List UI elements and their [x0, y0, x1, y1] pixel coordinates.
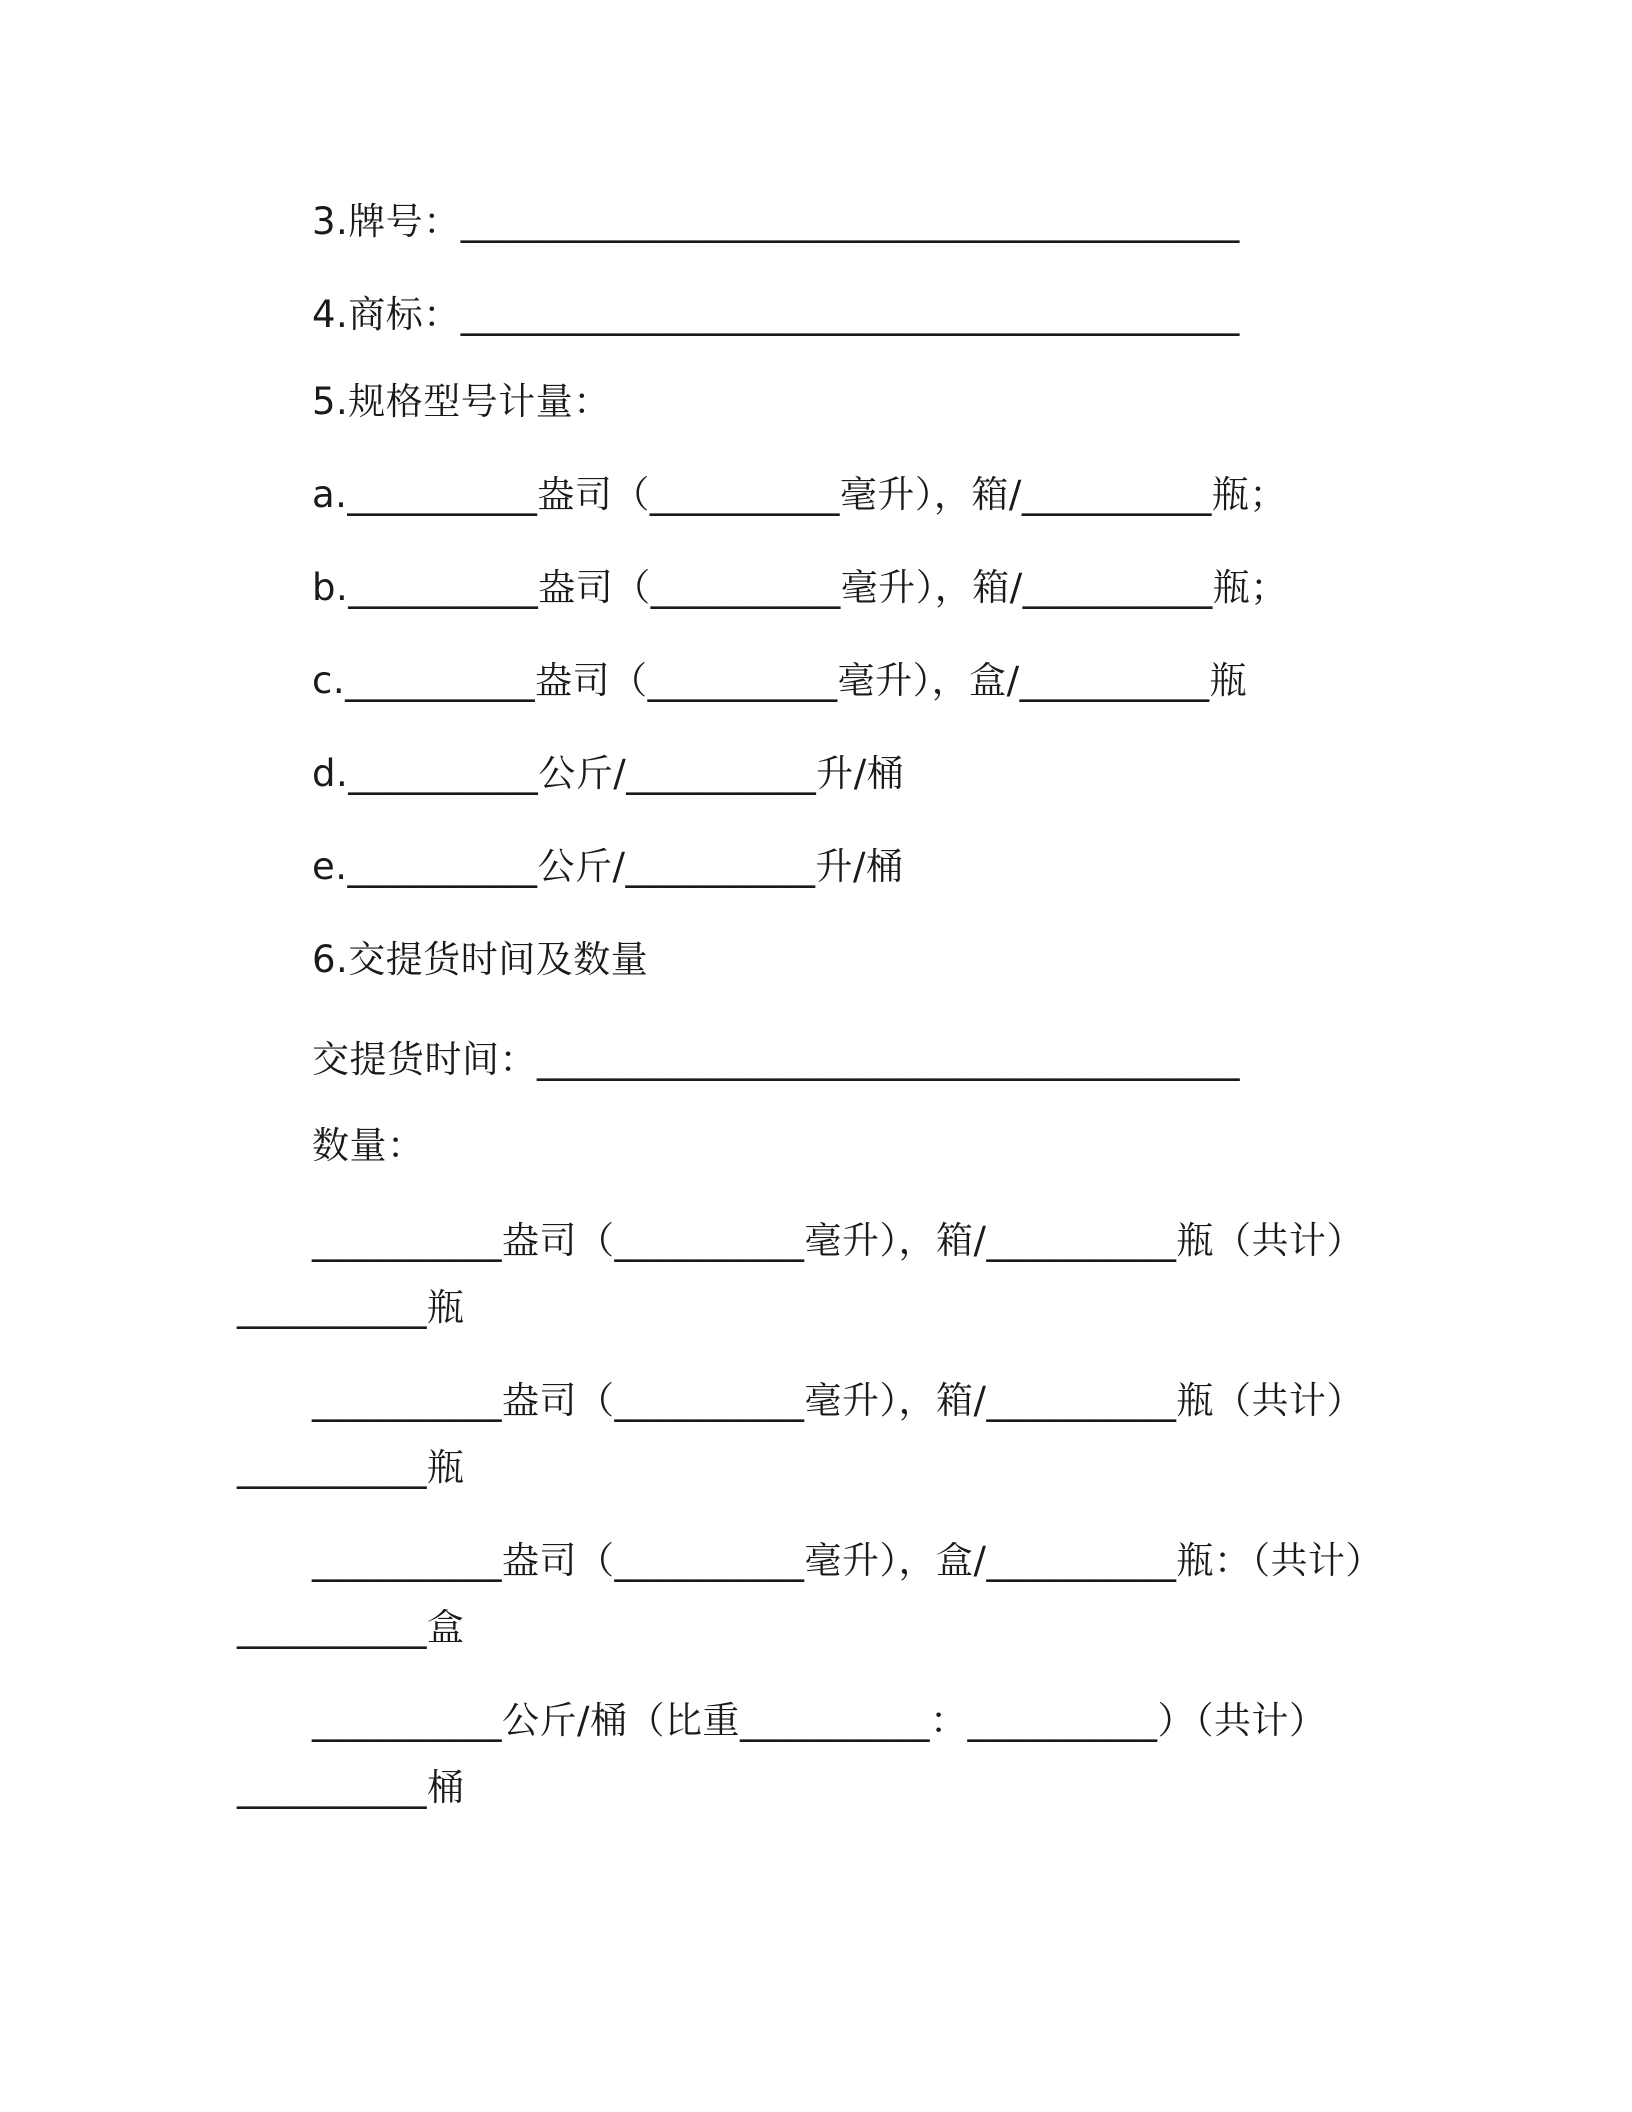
- trademark-line: 4.商标：_________________________________________: [312, 293, 1240, 336]
- quantity-item-2: __________盎司（__________毫升），箱/__________瓶（共计）: [312, 1379, 1364, 1422]
- quantity-item-3: __________盎司（__________毫升），盒/__________瓶：（共计）: [312, 1539, 1383, 1582]
- spec-item-a: a.__________盎司（__________毫升），箱/__________瓶；: [312, 473, 1287, 516]
- quantity-item-2-total: __________瓶: [237, 1446, 465, 1489]
- quantity-item-1: __________盎司（__________毫升），箱/__________瓶（共计）: [312, 1219, 1364, 1262]
- quantity-item-4-total: __________桶: [237, 1766, 465, 1809]
- quantity-heading: 数量：: [312, 1124, 425, 1167]
- spec-item-b: b.__________盎司（__________毫升），箱/__________瓶；: [312, 566, 1288, 609]
- quantity-item-3-total: __________盒: [237, 1606, 465, 1649]
- brand-line: 3.牌号：_________________________________________: [312, 200, 1240, 243]
- spec-item-e: e.__________公斤/__________升/桶: [312, 845, 904, 888]
- spec-item-d: d.__________公斤/__________升/桶: [312, 752, 905, 795]
- quantity-item-1-total: __________瓶: [237, 1286, 465, 1329]
- spec-item-c: c.__________盎司（__________毫升），盒/__________瓶: [312, 659, 1248, 702]
- delivery-heading: 6.交提货时间及数量: [312, 938, 649, 981]
- spec-heading: 5.规格型号计量：: [312, 380, 611, 423]
- delivery-time-line: 交提货时间：_____________________________________: [312, 1038, 1240, 1081]
- quantity-item-4: __________公斤/桶（比重__________：__________）（共计）: [312, 1699, 1327, 1742]
